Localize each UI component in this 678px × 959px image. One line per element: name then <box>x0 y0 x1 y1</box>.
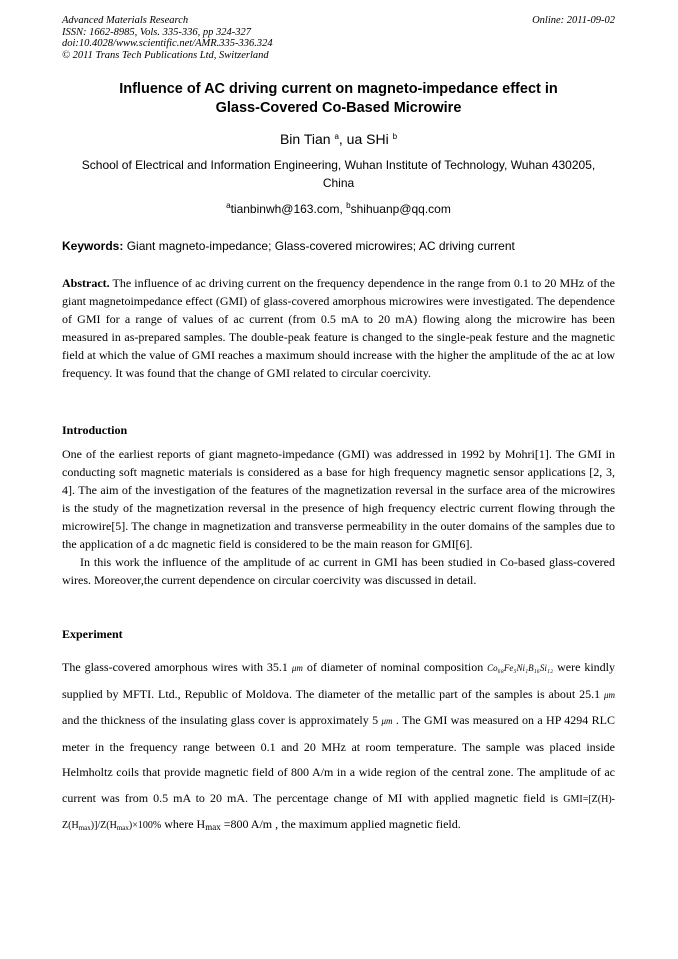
exp-text-2: of diameter of nominal composition <box>302 660 488 674</box>
experiment-heading: Experiment <box>62 627 123 641</box>
exp-text-5: . The GMI was measured on a HP 4294 RLC meter in the frequency range between 0.1 and 20 MHz at room temperature. The sample was placed inside Helmholtz coils that provide magnetic field of 800 A/m in a wide region of the central zone. The amplitude of ac current was from 0.5 mA to 20 mA. The percentage change of MI with applied magnetic field is <box>62 713 615 805</box>
keywords-label: Keywords: <box>62 239 124 253</box>
exp-text-1: The glass-covered amorphous wires with 35.1 <box>62 660 292 674</box>
paper-title <box>62 80 615 118</box>
keywords <box>62 238 615 254</box>
exp-text-6: where H <box>161 817 206 831</box>
introduction-heading: Introduction <box>62 423 128 437</box>
copyright: © 2011 Trans Tech Publications Ltd, Switzerland <box>62 49 269 61</box>
formula-sub-2: max <box>116 824 129 832</box>
author-2: , ua SHi <box>338 131 389 147</box>
abstract-text: The influence of ac driving current on the frequency dependence in the range from 0.1 to 20 MHz of the giant magnetoimpedance effect (GMI) of glass-covered amorphous microwires were investigated. The dependence of GMI for a range of values of ac current (from 0.5 mA to 20 mA) flowing along the microwire has been measured in as-prepared samples. The double-peak feature is changed to the single-peak festure and the magnetic field at which the value of GMI reaches a maximum should increase with the higher the amplitude of the ac at low frequency. It was found that the change of GMI related to circular coercivity. <box>62 276 615 380</box>
email-mark-a: a <box>226 201 231 210</box>
hmax-sub: max <box>205 822 221 832</box>
email-b[interactable]: shihuanp@qq.com <box>350 202 451 216</box>
exp-text-4: and the thickness of the insulating glass cover is approximately 5 <box>62 713 382 727</box>
unit-um-2: μm <box>603 689 615 700</box>
introduction-paragraph-1: One of the earliest reports of giant magneto-impedance (GMI) was addressed in 1992 by Mohri[1]. The GMI in conducting soft magnetic materials is considered as a base for high frequency magnetic sensor applications [2, 3, 4]. The aim of the investigation of the features of the magnetization reversal in the surface area of the microwires is the study of the magnetization reversal in the presence of high frequency electric current flowing through the microwire[5]. The change in magnetization and transverse permeability in the outer domains of the samples due to the application of a dc magnetic field is considered to be the main reason for GMI[6]. <box>62 447 615 551</box>
title-line-2: Glass-Covered Co-Based Microwire <box>215 100 462 116</box>
email-mark-b: b <box>346 201 351 210</box>
title-line-1: Influence of AC driving current on magneto-impedance effect in <box>119 81 558 97</box>
introduction-paragraph-2: In this work the influence of the amplitude of ac current in GMI has been studied in Co-based glass-covered wires. Moreover,the current dependence on circular coercivity was discussed in detail. <box>62 555 615 587</box>
email-a[interactable]: tianbinwh@163.com, <box>230 202 347 216</box>
unit-um-1: μm <box>291 663 303 673</box>
author-emails <box>62 201 615 217</box>
author-2-mark: b <box>392 132 398 141</box>
affiliation-line-1: School of Electrical and Information Engineering, Wuhan Institute of Technology, Wuhan 430205, <box>81 158 596 172</box>
author-1-mark: a <box>334 132 339 141</box>
journal-header <box>62 15 273 61</box>
online-date: Online: 2011-09-02 <box>532 15 615 26</box>
journal-name: Advanced Materials Research <box>62 15 189 26</box>
formula-part-b: )]/Z(H <box>90 820 117 831</box>
keywords-text: Giant magneto-impedance; Glass-covered microwires; AC driving current <box>123 239 515 253</box>
introduction-body <box>62 445 615 589</box>
affiliation-line-2: China <box>322 176 355 190</box>
formula-part-c: )×100% <box>128 820 162 831</box>
author-1: Bin Tian <box>279 131 331 147</box>
author-list <box>62 130 615 148</box>
exp-text-7: =800 A/m , the maximum applied magnetic field. <box>220 817 461 831</box>
doi[interactable]: doi:10.4028/www.scientific.net/AMR.335-336.324 <box>62 38 273 49</box>
affiliation <box>62 156 615 192</box>
issn: ISSN: 1662-8985, Vols. 335-336, pp 324-327 <box>62 26 251 38</box>
formula-sub-1: max <box>78 824 91 832</box>
composition: Co₆₈Fe₅Ni₁B₁₆Si₁₂ <box>487 663 554 673</box>
exp-text-3: were kindly supplied by MFTI. Ltd., Republic of Moldova. The diameter of the metallic part of the samples is about 25.1 <box>62 660 616 701</box>
abstract-label: Abstract. <box>62 276 110 290</box>
formula-part-a: GMI=[Z(H)-Z(H <box>62 793 615 831</box>
abstract <box>62 274 615 382</box>
experiment-body <box>62 655 615 839</box>
unit-um-3: μm <box>381 716 393 726</box>
